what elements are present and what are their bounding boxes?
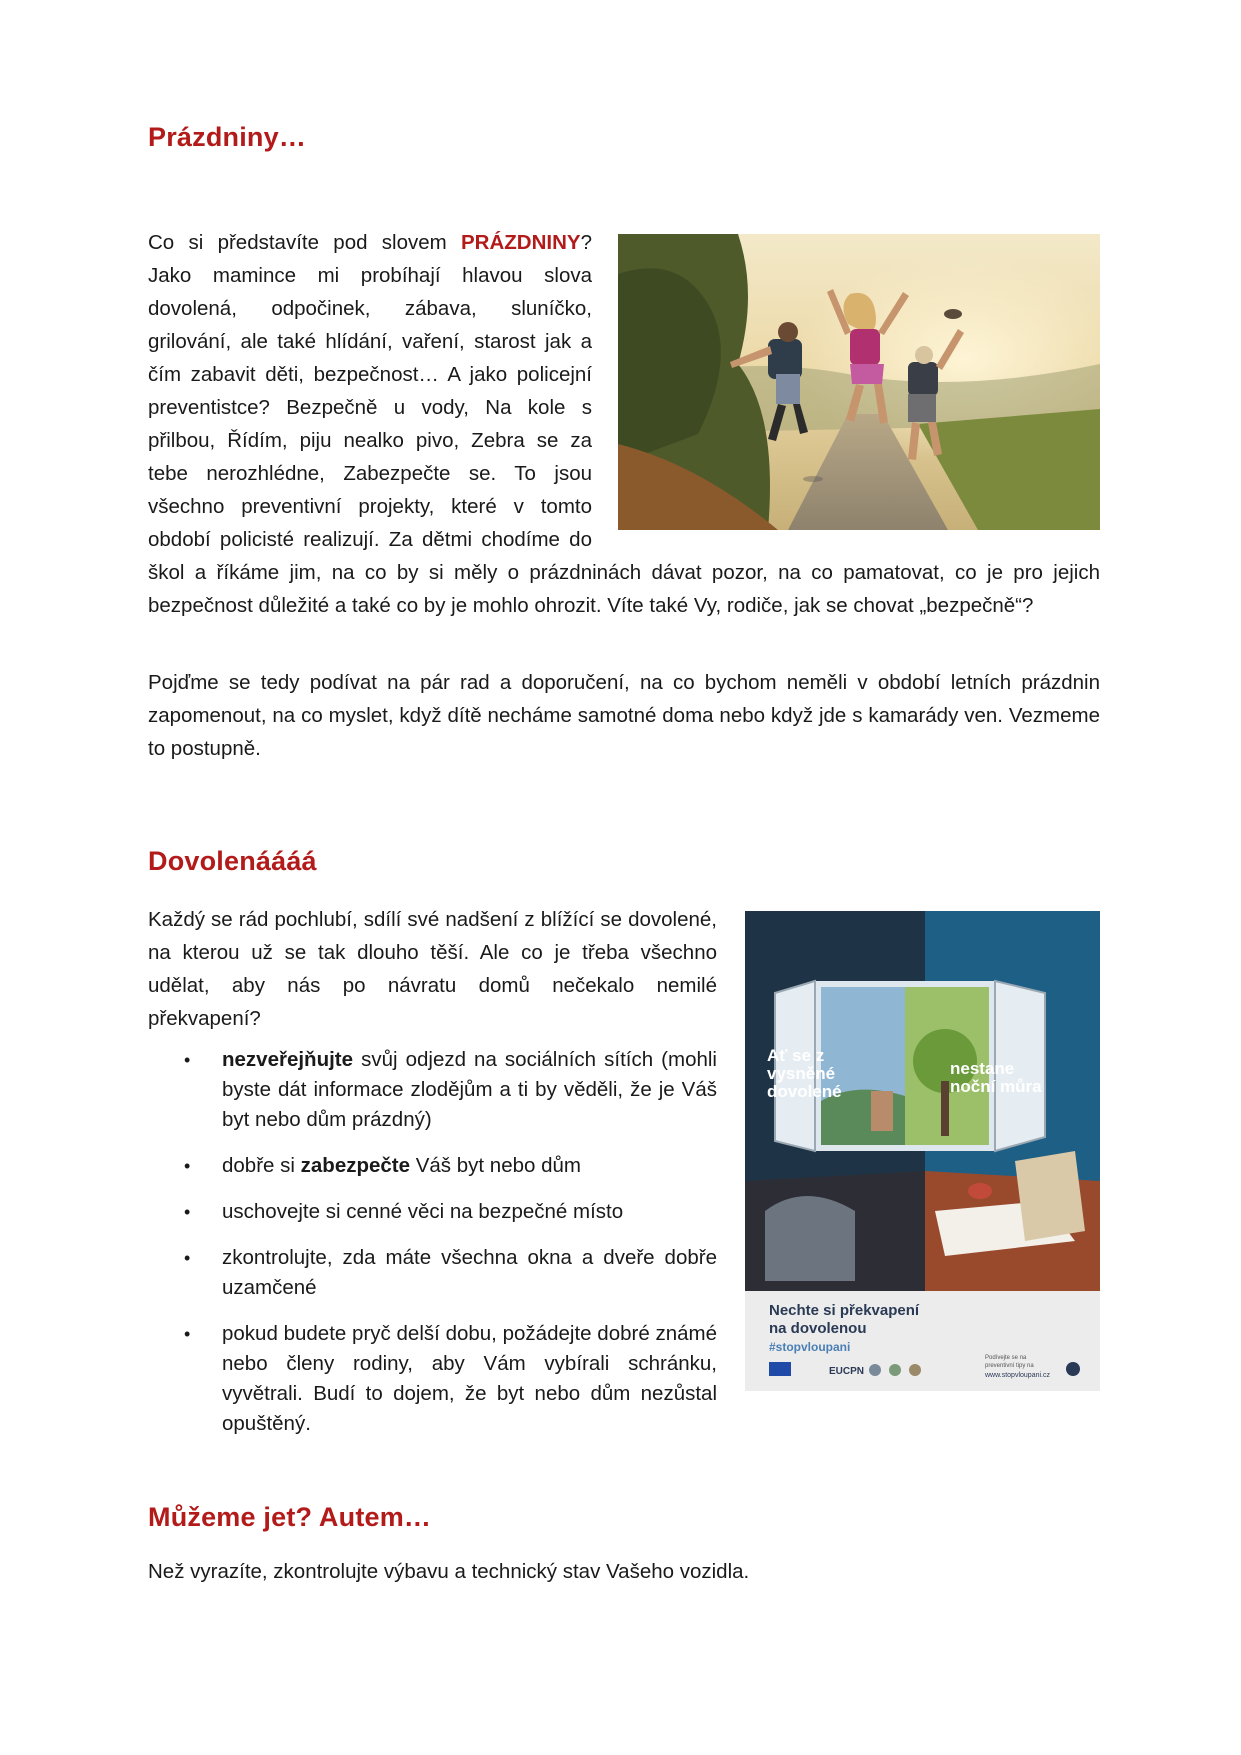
bullet-dot-icon: •	[184, 1050, 191, 1070]
bullet-dot-icon: •	[184, 1248, 191, 1268]
poster-left-line-3: dovolené	[767, 1082, 842, 1101]
section-heading-dovolena: Dovolenáááá	[148, 846, 317, 876]
intro-text-before: Co si představíte pod slovem	[148, 231, 461, 254]
poster-title-line-2: na dovolenou	[769, 1320, 867, 1337]
list-item: • uschovejte si cenné věci na bezpečné místo	[148, 1197, 1100, 1227]
poster-small-3: www.stopvloupani.cz	[985, 1372, 1050, 1379]
poster-left-line-2: vysněné	[767, 1064, 836, 1083]
bullet-dot-icon: •	[184, 1202, 191, 1222]
poster-eucpn: EUCPN	[829, 1366, 865, 1377]
poster-right-line-2: noční můra	[950, 1077, 1042, 1096]
poster-hashtag: #stopvloupani	[769, 1340, 851, 1354]
intro-paragraph	[148, 226, 1100, 622]
list-item: • pokud budete pryč delší dobu, požádejte dobré známé nebo členy rodiny, aby Vám vybírali schránku, vyvětrali. Budí to dojem, že byt nebo dům nezůstal opuštěný.	[148, 1319, 1100, 1439]
list-item: • nezveřejňujte svůj odjezd na sociálních sítích (mohli byste dát informace zlodějům a ti by věděli, že je Váš byt nebo dům prázdný)	[148, 1045, 1100, 1135]
bullet-dot-icon: •	[184, 1156, 191, 1176]
paragraph-advice: Pojďme se tedy podívat na pár rad a doporučení, na co bychom neměli v období letních prázdnin zapomenout, na co myslet, když dítě necháme samotné doma nebo když jde s kamarády ven. Vezmeme to postupně.	[148, 671, 1100, 760]
bullet-dot-icon: •	[184, 1324, 191, 1344]
list-item: • dobře si zabezpečte Váš byt nebo dům	[148, 1151, 1100, 1181]
poster-small-1: Podívejte se na	[985, 1355, 1027, 1361]
poster-title-line-1: Nechte si překvapení	[769, 1302, 920, 1319]
section-heading-prazdniny: Prázdniny…	[148, 122, 307, 152]
intro-highlight: PRÁZDNINY	[461, 231, 581, 254]
vacation-section	[148, 903, 1100, 1455]
poster-small-2: preventivní tipy na	[985, 1363, 1034, 1369]
paragraph-car: Než vyrazíte, zkontrolujte výbavu a technický stav Vašeho vozidla.	[148, 1560, 750, 1583]
list-item: • zkontrolujte, zda máte všechna okna a dveře dobře uzamčené	[148, 1243, 1100, 1303]
section-heading-autem: Můžeme jet? Autem…	[148, 1502, 432, 1532]
kids-jumping-photo	[618, 234, 1100, 530]
intro-text-after: ? Jako mamince mi probíhají hlavou slova dovolená, odpočinek, zábava, sluníčko, grilování, ale také hlídání, vaření, starost jak a čím zabavit děti, bezpečnost… A jako policejní preventistce? Bezpečně u vody, Na kole s přilbou, Řídím, piju nealko pivo, Zebra se za tebe nerozhlédne, Zabezpečte se. To jsou všechno preventivní projekty, které v tomto období policisté realizují. Za dětmi chodíme do škol a říkáme jim, na co by si měly o prázdninách dávat pozor, na co pamatovat, co je pro jejich bezpečnost důležité a také co by je mohlo ohrozit. Víte také Vy, rodiče, jak se chovat „bezpečně“?	[148, 231, 1100, 617]
poster-left-line-1: Ať se z	[767, 1046, 825, 1065]
poster-right-line-1: nestane	[950, 1059, 1015, 1078]
vacation-intro: Každý se rád pochlubí, sdílí své nadšení z blížící se dovolené, na kterou už se tak dlouho těší. Ale co je třeba všechno udělat, aby nás po návratu domů nečekalo nemilé překvapení?	[148, 908, 717, 1030]
